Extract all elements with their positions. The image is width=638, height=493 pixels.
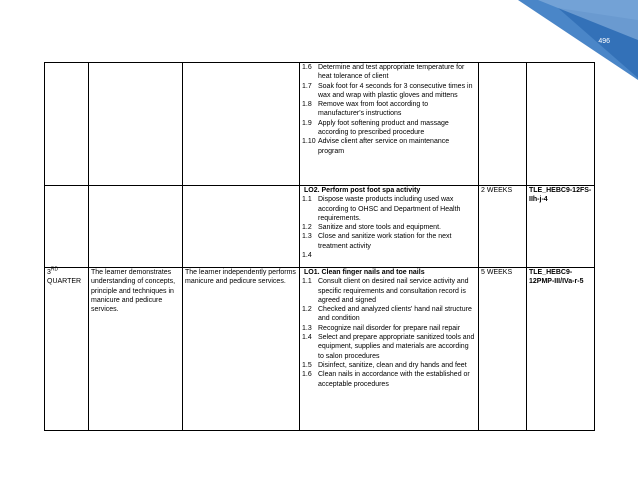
- learning-outcome-heading: LO2. Perform post foot spa activity: [304, 187, 421, 194]
- duration-cell: [479, 268, 527, 431]
- performance-standard-cell: [183, 63, 300, 186]
- curriculum-table: [44, 62, 595, 431]
- quarter-cell: [45, 186, 89, 268]
- content-standard-cell: [89, 63, 183, 186]
- competency-code: TLE_HEBC9-12FS-IIh-j-4: [529, 187, 592, 204]
- duration-cell: [479, 186, 527, 268]
- list-item: 1.4: [302, 252, 312, 260]
- learning-outcome-heading: LO1. Clean finger nails and toe nails: [304, 269, 425, 276]
- list-item: 1.1 Dispose waste products including used wax according to OHSC and Department of Health requirements.: [302, 196, 461, 222]
- list-item: 1.9 Apply foot softening product and massage according to prescribed procedure: [302, 119, 449, 137]
- competency-list: [302, 277, 476, 389]
- code-cell: [527, 186, 595, 268]
- competency-code: TLE_HEBC9-12PMP-III/IVa-r-5: [529, 269, 584, 286]
- list-item: 1.4 Select and prepare appropriate sanitized tools and equipment, supplies and materials are according to salon procedures: [302, 334, 475, 360]
- list-item: 1.7 Soak foot for 4 seconds for 3 consecutive times in wax and wrap with plastic gloves and mittens: [302, 82, 473, 99]
- table-row: [45, 63, 595, 186]
- performance-standard-cell: [183, 186, 300, 268]
- list-item: 1.1 Consult client on desired nail service activity and specific requirements and consultation record is agreed and signed: [302, 278, 469, 304]
- duration-cell: [479, 63, 527, 186]
- learning-competency-cell: [300, 186, 479, 268]
- page-number: 496: [598, 38, 610, 45]
- list-item: 1.3 Recognize nail disorder for prepare nail repair: [302, 324, 461, 332]
- code-cell: [527, 63, 595, 186]
- duration-text: 5 WEEKS: [481, 269, 513, 276]
- performance-standard-text: The learner independently performs manicure and pedicure services.: [185, 269, 296, 286]
- list-item: 1.6 Clean nails in accordance with the established or acceptable procedures: [302, 371, 470, 388]
- duration-text: 2 WEEKS: [481, 187, 513, 194]
- quarter-number: 3: [47, 269, 51, 276]
- list-item: 1.5 Disinfect, sanitize, clean and dry hands and feet: [302, 361, 467, 369]
- list-item: 1.6 Determine and test appropriate temperature for heat tolerance of client: [302, 64, 465, 81]
- content-standard-text: The learner demonstrates understanding of concepts, principle and techniques in manicure and pedicure services.: [91, 269, 176, 314]
- list-item: 1.8 Remove wax from foot according to manufacturer's instructions: [302, 101, 429, 118]
- quarter-suffix: RD: [50, 266, 59, 273]
- quarter-cell: [45, 268, 89, 431]
- learning-competency-cell: [300, 268, 479, 431]
- list-item: 1.3 Close and sanitize work station for the next treatment activity: [302, 233, 452, 250]
- quarter-cell: [45, 63, 89, 186]
- quarter-label: QUARTER: [47, 278, 82, 286]
- list-item: 1.10 Advise client after service on maintenance program: [302, 138, 450, 155]
- table-row: [45, 268, 595, 431]
- performance-standard-cell: [183, 268, 300, 431]
- list-item: 1.2 Sanitize and store tools and equipment.: [302, 224, 441, 232]
- competency-list: [302, 63, 476, 156]
- list-item: 1.2 Checked and analyzed clients' hand nail structure and condition: [302, 306, 472, 323]
- content-standard-cell: [89, 268, 183, 431]
- table-row: [45, 186, 595, 268]
- code-cell: [527, 268, 595, 431]
- content-standard-cell: [89, 186, 183, 268]
- competency-list: [302, 195, 476, 260]
- learning-competency-cell: [300, 63, 479, 186]
